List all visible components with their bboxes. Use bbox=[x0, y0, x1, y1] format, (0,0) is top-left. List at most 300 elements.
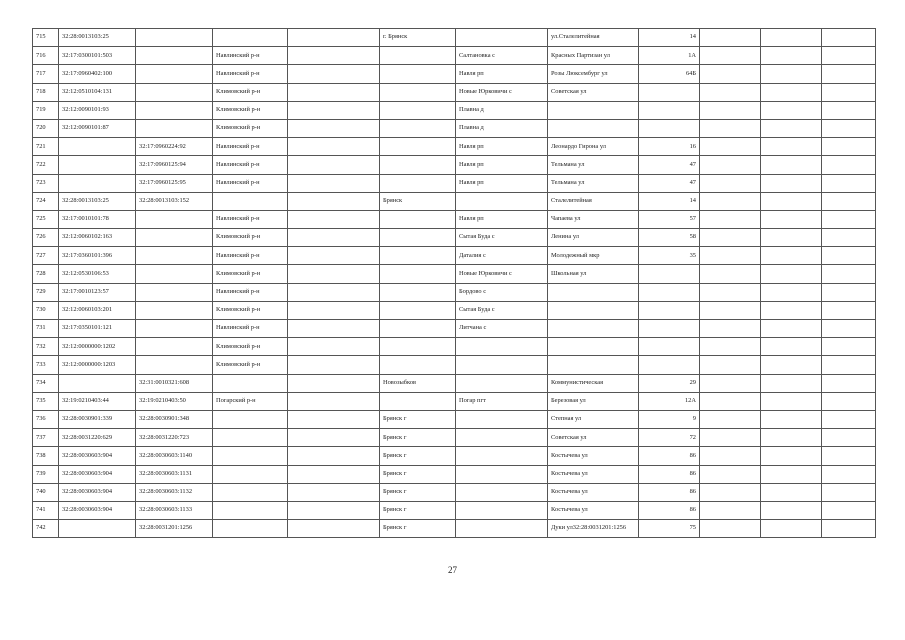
extra-2-cell bbox=[761, 229, 822, 247]
extra-2-cell bbox=[761, 101, 822, 119]
district-cell: Навлинский р-н bbox=[213, 283, 288, 301]
linked-cadastral-number-cell: 32:28:0013103:152 bbox=[136, 192, 213, 210]
settlement-cell bbox=[456, 429, 548, 447]
house-number-cell: 47 bbox=[639, 156, 700, 174]
house-number-cell: 14 bbox=[639, 192, 700, 210]
table-row bbox=[33, 374, 876, 392]
cadastral-number-cell: 32:28:0030603:904 bbox=[59, 483, 136, 501]
city-cell bbox=[380, 247, 456, 265]
city-cell bbox=[380, 119, 456, 137]
district-cell: Навлинский р-н bbox=[213, 47, 288, 65]
district-cell: Навлинский р-н bbox=[213, 320, 288, 338]
district-cell bbox=[213, 374, 288, 392]
district-cell: Климовский р-н bbox=[213, 301, 288, 319]
extra-3-cell bbox=[822, 265, 876, 283]
row-number-cell: 727 bbox=[33, 247, 59, 265]
street-cell bbox=[548, 356, 639, 374]
linked-cadastral-number-cell: 32:19:0210403:50 bbox=[136, 392, 213, 410]
extra-3-cell bbox=[822, 29, 876, 47]
house-number-cell bbox=[639, 265, 700, 283]
district-extra-cell bbox=[288, 301, 380, 319]
extra-3-cell bbox=[822, 374, 876, 392]
extra-1-cell bbox=[700, 410, 761, 428]
row-number-cell: 721 bbox=[33, 138, 59, 156]
linked-cadastral-number-cell bbox=[136, 301, 213, 319]
house-number-cell: 47 bbox=[639, 174, 700, 192]
linked-cadastral-number-cell: 32:17:0960125:95 bbox=[136, 174, 213, 192]
extra-1-cell bbox=[700, 83, 761, 101]
settlement-cell bbox=[456, 410, 548, 428]
city-cell bbox=[380, 174, 456, 192]
extra-3-cell bbox=[822, 320, 876, 338]
cadastral-number-cell: 32:28:0030603:904 bbox=[59, 501, 136, 519]
district-extra-cell bbox=[288, 265, 380, 283]
table-row bbox=[33, 138, 876, 156]
cadastral-number-cell: 32:17:0010123:57 bbox=[59, 283, 136, 301]
street-cell: ул.Сталелитейная bbox=[548, 29, 639, 47]
extra-1-cell bbox=[700, 210, 761, 228]
linked-cadastral-number-cell: 32:28:0030603:1140 bbox=[136, 447, 213, 465]
row-number-cell: 719 bbox=[33, 101, 59, 119]
linked-cadastral-number-cell: 32:28:0031220:723 bbox=[136, 429, 213, 447]
street-cell: Дуки ул32:28:0031201:1256 bbox=[548, 520, 639, 538]
cadastral-number-cell: 32:12:0090101:93 bbox=[59, 101, 136, 119]
street-cell: Костычева ул bbox=[548, 501, 639, 519]
extra-2-cell bbox=[761, 410, 822, 428]
city-cell: Новозыбков bbox=[380, 374, 456, 392]
district-extra-cell bbox=[288, 101, 380, 119]
table-row bbox=[33, 483, 876, 501]
extra-2-cell bbox=[761, 192, 822, 210]
extra-2-cell bbox=[761, 338, 822, 356]
house-number-cell: 72 bbox=[639, 429, 700, 447]
cadastral-number-cell: 32:17:0960402:100 bbox=[59, 65, 136, 83]
row-number-cell: 741 bbox=[33, 501, 59, 519]
extra-2-cell bbox=[761, 283, 822, 301]
extra-2-cell bbox=[761, 156, 822, 174]
district-cell bbox=[213, 447, 288, 465]
extra-2-cell bbox=[761, 301, 822, 319]
linked-cadastral-number-cell bbox=[136, 283, 213, 301]
street-cell bbox=[548, 320, 639, 338]
extra-1-cell bbox=[700, 429, 761, 447]
house-number-cell bbox=[639, 83, 700, 101]
extra-3-cell bbox=[822, 174, 876, 192]
linked-cadastral-number-cell bbox=[136, 83, 213, 101]
settlement-cell bbox=[456, 483, 548, 501]
district-extra-cell bbox=[288, 192, 380, 210]
extra-1-cell bbox=[700, 483, 761, 501]
extra-2-cell bbox=[761, 447, 822, 465]
district-cell: Климовский р-н bbox=[213, 356, 288, 374]
district-cell: Климовский р-н bbox=[213, 119, 288, 137]
settlement-cell bbox=[456, 447, 548, 465]
cadastral-number-cell: 32:19:0210403:44 bbox=[59, 392, 136, 410]
city-cell bbox=[380, 47, 456, 65]
street-cell: Березовая ул bbox=[548, 392, 639, 410]
cadastral-number-cell: 32:12:0000000:1202 bbox=[59, 338, 136, 356]
extra-1-cell bbox=[700, 229, 761, 247]
city-cell bbox=[380, 210, 456, 228]
linked-cadastral-number-cell: 32:28:0030603:1131 bbox=[136, 465, 213, 483]
row-number-cell: 731 bbox=[33, 320, 59, 338]
table-row bbox=[33, 410, 876, 428]
house-number-cell bbox=[639, 338, 700, 356]
table-row bbox=[33, 29, 876, 47]
settlement-cell bbox=[456, 374, 548, 392]
cadastral-number-cell: 32:12:0060102:163 bbox=[59, 229, 136, 247]
extra-3-cell bbox=[822, 447, 876, 465]
district-cell bbox=[213, 520, 288, 538]
table-row bbox=[33, 156, 876, 174]
extra-2-cell bbox=[761, 47, 822, 65]
extra-1-cell bbox=[700, 174, 761, 192]
settlement-cell bbox=[456, 338, 548, 356]
extra-1-cell bbox=[700, 47, 761, 65]
house-number-cell: 9 bbox=[639, 410, 700, 428]
district-extra-cell bbox=[288, 156, 380, 174]
settlement-cell bbox=[456, 356, 548, 374]
district-extra-cell bbox=[288, 174, 380, 192]
extra-1-cell bbox=[700, 283, 761, 301]
district-cell bbox=[213, 501, 288, 519]
settlement-cell: Сытая Буда с bbox=[456, 301, 548, 319]
linked-cadastral-number-cell bbox=[136, 265, 213, 283]
street-cell: Степная ул bbox=[548, 410, 639, 428]
extra-2-cell bbox=[761, 392, 822, 410]
extra-3-cell bbox=[822, 338, 876, 356]
street-cell: Молодежный мкр bbox=[548, 247, 639, 265]
linked-cadastral-number-cell bbox=[136, 119, 213, 137]
house-number-cell bbox=[639, 283, 700, 301]
table-row bbox=[33, 65, 876, 83]
district-cell: Навлинский р-н bbox=[213, 174, 288, 192]
linked-cadastral-number-cell: 32:28:0030603:1133 bbox=[136, 501, 213, 519]
table-row bbox=[33, 192, 876, 210]
settlement-cell: Навля рп bbox=[456, 65, 548, 83]
cadastral-number-cell: 32:12:0530106:53 bbox=[59, 265, 136, 283]
table-row bbox=[33, 247, 876, 265]
cadastral-number-cell: 32:12:0000000:1203 bbox=[59, 356, 136, 374]
row-number-cell: 735 bbox=[33, 392, 59, 410]
house-number-cell: 29 bbox=[639, 374, 700, 392]
cadastral-number-cell: 32:28:0013103:25 bbox=[59, 29, 136, 47]
row-number-cell: 723 bbox=[33, 174, 59, 192]
city-cell bbox=[380, 283, 456, 301]
table-body bbox=[33, 29, 876, 538]
linked-cadastral-number-cell bbox=[136, 210, 213, 228]
street-cell: Красных Партизан ул bbox=[548, 47, 639, 65]
house-number-cell: 57 bbox=[639, 210, 700, 228]
extra-3-cell bbox=[822, 247, 876, 265]
district-extra-cell bbox=[288, 356, 380, 374]
table-row bbox=[33, 501, 876, 519]
linked-cadastral-number-cell bbox=[136, 338, 213, 356]
linked-cadastral-number-cell bbox=[136, 101, 213, 119]
cadastral-number-cell: 32:17:0350101:121 bbox=[59, 320, 136, 338]
cadastral-number-cell: 32:17:0300101:503 bbox=[59, 47, 136, 65]
city-cell: Брянск г bbox=[380, 447, 456, 465]
house-number-cell: 1А bbox=[639, 47, 700, 65]
table-row bbox=[33, 465, 876, 483]
settlement-cell: Погар пгт bbox=[456, 392, 548, 410]
extra-1-cell bbox=[700, 320, 761, 338]
extra-2-cell bbox=[761, 210, 822, 228]
extra-3-cell bbox=[822, 192, 876, 210]
extra-1-cell bbox=[700, 356, 761, 374]
linked-cadastral-number-cell bbox=[136, 247, 213, 265]
row-number-cell: 720 bbox=[33, 119, 59, 137]
district-cell bbox=[213, 192, 288, 210]
row-number-cell: 733 bbox=[33, 356, 59, 374]
city-cell bbox=[380, 338, 456, 356]
extra-3-cell bbox=[822, 410, 876, 428]
cadastral-number-cell: 32:17:0360101:396 bbox=[59, 247, 136, 265]
settlement-cell: Даталия с bbox=[456, 247, 548, 265]
row-number-cell: 715 bbox=[33, 29, 59, 47]
extra-3-cell bbox=[822, 283, 876, 301]
district-extra-cell bbox=[288, 65, 380, 83]
cadastral-number-cell bbox=[59, 156, 136, 174]
table-row bbox=[33, 265, 876, 283]
linked-cadastral-number-cell: 32:28:0031201:1256 bbox=[136, 520, 213, 538]
house-number-cell: 86 bbox=[639, 483, 700, 501]
house-number-cell: 58 bbox=[639, 229, 700, 247]
settlement-cell: Навля рп bbox=[456, 174, 548, 192]
cadastral-number-cell bbox=[59, 374, 136, 392]
house-number-cell: 86 bbox=[639, 501, 700, 519]
district-cell: Климовский р-н bbox=[213, 229, 288, 247]
settlement-cell: Сытая Буда с bbox=[456, 229, 548, 247]
table-row bbox=[33, 119, 876, 137]
row-number-cell: 716 bbox=[33, 47, 59, 65]
settlement-cell bbox=[456, 29, 548, 47]
row-number-cell: 740 bbox=[33, 483, 59, 501]
cadastral-number-cell bbox=[59, 138, 136, 156]
table-row bbox=[33, 320, 876, 338]
extra-3-cell bbox=[822, 356, 876, 374]
cadastral-number-cell: 32:28:0030901:339 bbox=[59, 410, 136, 428]
street-cell: Тельмана ул bbox=[548, 174, 639, 192]
extra-1-cell bbox=[700, 374, 761, 392]
page-number: 27 bbox=[448, 565, 457, 575]
district-extra-cell bbox=[288, 338, 380, 356]
district-extra-cell bbox=[288, 465, 380, 483]
extra-1-cell bbox=[700, 119, 761, 137]
district-extra-cell bbox=[288, 47, 380, 65]
extra-2-cell bbox=[761, 265, 822, 283]
street-cell: Сталелитейная bbox=[548, 192, 639, 210]
linked-cadastral-number-cell: 32:31:0010321:608 bbox=[136, 374, 213, 392]
extra-2-cell bbox=[761, 29, 822, 47]
street-cell bbox=[548, 101, 639, 119]
district-extra-cell bbox=[288, 392, 380, 410]
cadastral-number-cell: 32:12:0510104:131 bbox=[59, 83, 136, 101]
row-number-cell: 738 bbox=[33, 447, 59, 465]
city-cell: Брянск bbox=[380, 192, 456, 210]
city-cell bbox=[380, 156, 456, 174]
extra-3-cell bbox=[822, 501, 876, 519]
extra-2-cell bbox=[761, 483, 822, 501]
row-number-cell: 722 bbox=[33, 156, 59, 174]
district-cell bbox=[213, 29, 288, 47]
house-number-cell: 86 bbox=[639, 447, 700, 465]
city-cell: Брянск г bbox=[380, 501, 456, 519]
linked-cadastral-number-cell: 32:28:0030603:1132 bbox=[136, 483, 213, 501]
extra-3-cell bbox=[822, 65, 876, 83]
table-row bbox=[33, 210, 876, 228]
city-cell: Брянск г bbox=[380, 465, 456, 483]
district-extra-cell bbox=[288, 447, 380, 465]
extra-1-cell bbox=[700, 156, 761, 174]
street-cell: Советская ул bbox=[548, 83, 639, 101]
city-cell: Брянск г bbox=[380, 483, 456, 501]
settlement-cell bbox=[456, 192, 548, 210]
settlement-cell: Салтановка с bbox=[456, 47, 548, 65]
table-row bbox=[33, 283, 876, 301]
extra-1-cell bbox=[700, 520, 761, 538]
district-extra-cell bbox=[288, 83, 380, 101]
table-row bbox=[33, 83, 876, 101]
extra-2-cell bbox=[761, 138, 822, 156]
linked-cadastral-number-cell bbox=[136, 65, 213, 83]
street-cell: Тельмана ул bbox=[548, 156, 639, 174]
extra-1-cell bbox=[700, 447, 761, 465]
house-number-cell: 35 bbox=[639, 247, 700, 265]
settlement-cell: Литчана с bbox=[456, 320, 548, 338]
extra-1-cell bbox=[700, 392, 761, 410]
street-cell: Чапаева ул bbox=[548, 210, 639, 228]
district-cell bbox=[213, 465, 288, 483]
cadastral-number-cell: 32:28:0013103:25 bbox=[59, 192, 136, 210]
district-extra-cell bbox=[288, 29, 380, 47]
extra-1-cell bbox=[700, 65, 761, 83]
extra-3-cell bbox=[822, 119, 876, 137]
extra-3-cell bbox=[822, 83, 876, 101]
street-cell bbox=[548, 119, 639, 137]
extra-2-cell bbox=[761, 320, 822, 338]
table-row bbox=[33, 429, 876, 447]
extra-1-cell bbox=[700, 465, 761, 483]
table-row bbox=[33, 47, 876, 65]
row-number-cell: 732 bbox=[33, 338, 59, 356]
settlement-cell: Плавна д bbox=[456, 101, 548, 119]
extra-2-cell bbox=[761, 429, 822, 447]
city-cell bbox=[380, 83, 456, 101]
row-number-cell: 737 bbox=[33, 429, 59, 447]
extra-1-cell bbox=[700, 192, 761, 210]
table-row bbox=[33, 101, 876, 119]
settlement-cell bbox=[456, 520, 548, 538]
extra-2-cell bbox=[761, 247, 822, 265]
extra-2-cell bbox=[761, 174, 822, 192]
city-cell bbox=[380, 392, 456, 410]
district-cell: Погарский р-н bbox=[213, 392, 288, 410]
table-row bbox=[33, 229, 876, 247]
table-row bbox=[33, 356, 876, 374]
settlement-cell: Новые Юрковичи с bbox=[456, 265, 548, 283]
linked-cadastral-number-cell bbox=[136, 229, 213, 247]
settlement-cell: Навля рп bbox=[456, 138, 548, 156]
district-cell: Навлинский р-н bbox=[213, 210, 288, 228]
city-cell bbox=[380, 301, 456, 319]
settlement-cell: Новые Юрковичи с bbox=[456, 83, 548, 101]
street-cell bbox=[548, 338, 639, 356]
district-extra-cell bbox=[288, 374, 380, 392]
district-cell: Навлинский р-н bbox=[213, 156, 288, 174]
street-cell: Костычева ул bbox=[548, 465, 639, 483]
extra-3-cell bbox=[822, 156, 876, 174]
extra-1-cell bbox=[700, 501, 761, 519]
city-cell bbox=[380, 101, 456, 119]
row-number-cell: 729 bbox=[33, 283, 59, 301]
city-cell bbox=[380, 356, 456, 374]
extra-2-cell bbox=[761, 520, 822, 538]
city-cell bbox=[380, 65, 456, 83]
district-extra-cell bbox=[288, 520, 380, 538]
district-extra-cell bbox=[288, 410, 380, 428]
house-number-cell: 14 bbox=[639, 29, 700, 47]
settlement-cell bbox=[456, 465, 548, 483]
city-cell bbox=[380, 229, 456, 247]
district-extra-cell bbox=[288, 247, 380, 265]
linked-cadastral-number-cell bbox=[136, 29, 213, 47]
district-cell bbox=[213, 410, 288, 428]
extra-1-cell bbox=[700, 338, 761, 356]
street-cell: Костычева ул bbox=[548, 483, 639, 501]
house-number-cell: 64Б bbox=[639, 65, 700, 83]
settlement-cell: Бордово с bbox=[456, 283, 548, 301]
street-cell: Костычева ул bbox=[548, 447, 639, 465]
city-cell bbox=[380, 320, 456, 338]
extra-1-cell bbox=[700, 29, 761, 47]
district-cell: Климовский р-н bbox=[213, 338, 288, 356]
street-cell: Школьная ул bbox=[548, 265, 639, 283]
house-number-cell: 12А bbox=[639, 392, 700, 410]
cadastral-number-cell bbox=[59, 174, 136, 192]
street-cell: Ленина ул bbox=[548, 229, 639, 247]
row-number-cell: 717 bbox=[33, 65, 59, 83]
house-number-cell: 86 bbox=[639, 465, 700, 483]
district-cell: Навлинский р-н bbox=[213, 138, 288, 156]
linked-cadastral-number-cell: 32:17:0960125:94 bbox=[136, 156, 213, 174]
extra-3-cell bbox=[822, 210, 876, 228]
house-number-cell bbox=[639, 119, 700, 137]
extra-1-cell bbox=[700, 138, 761, 156]
cadastral-number-cell bbox=[59, 520, 136, 538]
district-extra-cell bbox=[288, 283, 380, 301]
district-extra-cell bbox=[288, 210, 380, 228]
row-number-cell: 742 bbox=[33, 520, 59, 538]
linked-cadastral-number-cell bbox=[136, 47, 213, 65]
table-row bbox=[33, 301, 876, 319]
row-number-cell: 726 bbox=[33, 229, 59, 247]
row-number-cell: 734 bbox=[33, 374, 59, 392]
house-number-cell bbox=[639, 356, 700, 374]
street-cell: Коммунистическая bbox=[548, 374, 639, 392]
registry-table bbox=[32, 28, 876, 538]
table-row bbox=[33, 447, 876, 465]
extra-3-cell bbox=[822, 101, 876, 119]
extra-2-cell bbox=[761, 374, 822, 392]
cadastral-number-cell: 32:28:0030603:904 bbox=[59, 465, 136, 483]
table-row bbox=[33, 174, 876, 192]
extra-3-cell bbox=[822, 483, 876, 501]
street-cell: Советская ул bbox=[548, 429, 639, 447]
street-cell: Леонардо Гирона ул bbox=[548, 138, 639, 156]
district-cell: Навлинский р-н bbox=[213, 247, 288, 265]
district-cell bbox=[213, 483, 288, 501]
